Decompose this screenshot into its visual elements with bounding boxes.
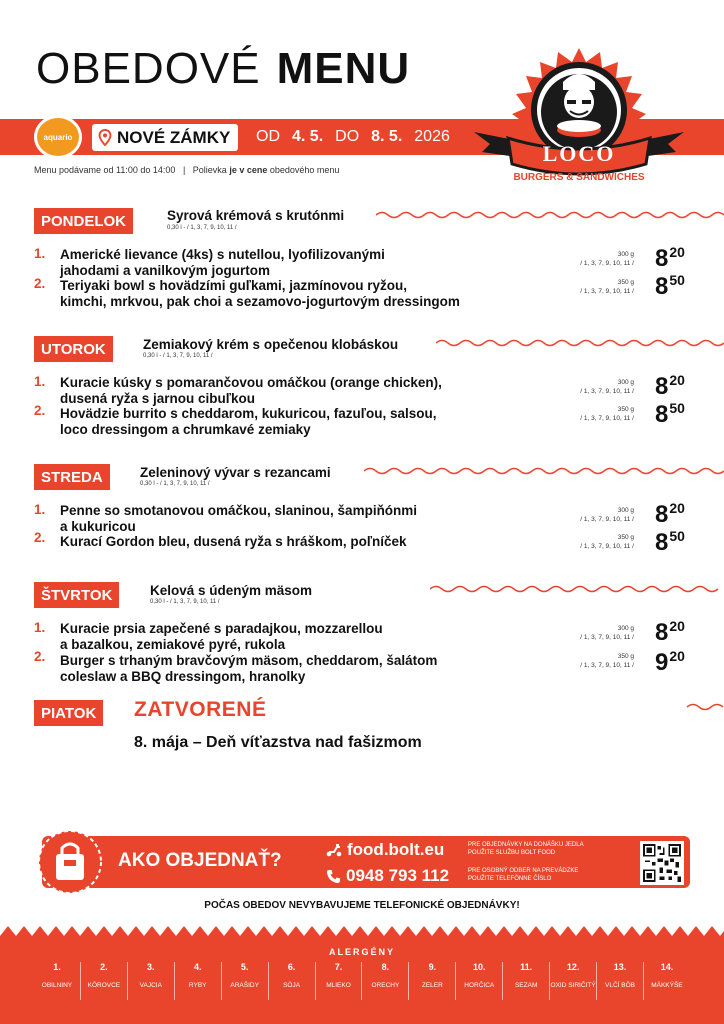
phone-icon bbox=[326, 869, 341, 884]
soup-allergens-streda: 0,30 l - / 1, 3, 7, 9, 10, 11 / bbox=[140, 481, 210, 487]
dish-text: Kuracie prsia zapečené s paradajkou, mozzarellou a bazalkou, zemiakové pyré, rukola bbox=[60, 621, 383, 652]
page-title bbox=[36, 44, 410, 94]
allergen-item: 3. VAJCIA bbox=[128, 962, 175, 1000]
aquario-badge: aquario bbox=[34, 115, 82, 159]
title-light: OBEDOVÉ bbox=[36, 44, 261, 93]
soup-allergens-pondelok: 0,30 l - / 1, 3, 7, 9, 10, 11 / bbox=[167, 225, 237, 231]
allergens-list bbox=[34, 962, 690, 1000]
dish-number: 2. bbox=[34, 403, 46, 418]
dish-price: $8^{50}$ bbox=[655, 272, 685, 300]
city-label bbox=[92, 124, 238, 151]
dish-number: 2. bbox=[34, 530, 46, 545]
soup-pondelok: Syrová krémová s krutónmi bbox=[167, 208, 345, 223]
day-label-utorok: UTOROK bbox=[34, 336, 113, 362]
day-label-stvrtok: ŠTVRTOK bbox=[34, 582, 119, 608]
allergen-item: 12. OXID SIRIČITÝ bbox=[550, 962, 597, 1000]
order-title: AKO OBJEDNAŤ? bbox=[118, 850, 282, 871]
dish-price: $9^{20}$ bbox=[655, 648, 685, 676]
dish-weight: 350 g / 1, 3, 7, 9, 10, 11 / bbox=[580, 406, 634, 422]
wave-divider bbox=[364, 466, 724, 476]
dish-weight: 300 g / 1, 3, 7, 9, 10, 11 / bbox=[580, 251, 634, 267]
soup-allergens-utorok: 0,30 l - / 1, 3, 7, 9, 10, 11 / bbox=[143, 353, 213, 359]
soup-allergens-stvrtok: 0,30 l - / 1, 3, 7, 9, 10, 11 / bbox=[150, 599, 220, 605]
wave-divider bbox=[436, 338, 724, 348]
allergen-item: 10. HORČICA bbox=[456, 962, 503, 1000]
allergen-item: 1. OBILNINY bbox=[34, 962, 81, 1000]
soup-utorok: Zemiakový krém s opečenou klobáskou bbox=[143, 337, 399, 352]
allergen-item: 8. ORECHY bbox=[362, 962, 409, 1000]
qr-code[interactable] bbox=[640, 841, 684, 885]
allergen-item: 5. ARAŠIDY bbox=[222, 962, 269, 1000]
dish-price: $8^{20}$ bbox=[655, 500, 685, 528]
logo-tagline: BURGERS & SANDWICHES bbox=[513, 172, 645, 183]
dish-weight: 350 g / 1, 3, 7, 9, 10, 11 / bbox=[580, 653, 634, 669]
dish-text: Hovädzie burrito s cheddarom, kukuricou, fazuľou, salsou, loco dressingom a chrumkavé zemiaky bbox=[60, 406, 437, 437]
dish-weight: 350 g / 1, 3, 7, 9, 10, 11 / bbox=[580, 534, 634, 550]
phone-note: PRE OSOBNÝ ODBER NA PREVÁDZKE POUŽITE TELEFÓNNE ČÍSLO bbox=[468, 868, 579, 882]
dish-price: $8^{20}$ bbox=[655, 618, 685, 646]
city-name: NOVÉ ZÁMKY bbox=[117, 127, 231, 147]
allergen-item: 7. MLIEKO bbox=[316, 962, 363, 1000]
dish-number: 1. bbox=[34, 374, 46, 389]
wave-divider bbox=[686, 702, 724, 712]
allergen-item: 6. SÓJA bbox=[269, 962, 316, 1000]
dish-text: Americké lievance (4ks) s nutellou, lyofilizovanými jahodami a vanilkovým jogurtom bbox=[60, 247, 385, 278]
dish-text: Kuracie kúsky s pomarančovou omáčkou (orange chicken), dusená ryža s jarnou cibuľkou bbox=[60, 375, 442, 406]
dish-weight: 350 g / 1, 3, 7, 9, 10, 11 / bbox=[580, 279, 634, 295]
allergen-item: 13. VLČÍ BÔB bbox=[597, 962, 644, 1000]
allergen-item: 4. RYBY bbox=[175, 962, 222, 1000]
dish-price: $8^{50}$ bbox=[655, 400, 685, 428]
dish-price: $8^{50}$ bbox=[655, 528, 685, 556]
wave-divider bbox=[430, 584, 724, 594]
date-from: 4. 5. bbox=[292, 128, 324, 145]
bolt-food-link[interactable]: food.bolt.eu bbox=[326, 840, 444, 860]
dish-weight: 300 g / 1, 3, 7, 9, 10, 11 / bbox=[580, 625, 634, 641]
dish-number: 2. bbox=[34, 276, 46, 291]
wave-divider bbox=[376, 210, 724, 220]
dish-text: Kurací Gordon bleu, dusená ryža s hráškom, poľníček bbox=[60, 534, 407, 549]
dish-number: 1. bbox=[34, 246, 46, 261]
loco-logo bbox=[470, 48, 688, 188]
dish-weight: 300 g / 1, 3, 7, 9, 10, 11 / bbox=[580, 507, 634, 523]
allergen-item: 11. SEZAM bbox=[503, 962, 550, 1000]
delivery-scooter-icon bbox=[326, 843, 342, 857]
soup-streda: Zeleninový vývar s rezancami bbox=[140, 465, 331, 480]
allergens-title: ALERGÉNY bbox=[328, 947, 395, 957]
dish-number: 2. bbox=[34, 649, 46, 664]
closed-label: ZATVORENÉ bbox=[134, 698, 267, 721]
dish-text: Teriyaki bowl s hovädzími guľkami, jazmínovou ryžou, kimchi, mrkvou, pak choi a sezamovo-jogurtovým dressingom bbox=[60, 278, 460, 309]
allergen-item: 14. MÄKKÝŠE bbox=[651, 962, 683, 989]
delivery-bag-icon bbox=[34, 830, 106, 894]
dish-number: 1. bbox=[34, 620, 46, 635]
allergen-item: 2. KÔROVCE bbox=[81, 962, 128, 1000]
day-label-streda: STREDA bbox=[34, 464, 110, 490]
dish-text: Burger s trhaným bravčovým mäsom, cheddarom, šalátom coleslaw a BBQ dressingom, hranolky bbox=[60, 653, 438, 684]
day-label-piatok: PIATOK bbox=[34, 700, 103, 726]
no-phone-orders-note: POČAS OBEDOV NEVYBAVUJEME TELEFONICKÉ OBJEDNÁVKY! bbox=[204, 900, 520, 911]
web-note: PRE OBJEDNÁVKY NA DONÁŠKU JEDLA POUŽITE SLUŽBU BOLT FOOD bbox=[468, 842, 584, 856]
day-label-pondelok: PONDELOK bbox=[34, 208, 133, 234]
allergen-item: 9. ZELER bbox=[409, 962, 456, 1000]
date-to: 8. 5. bbox=[371, 128, 403, 145]
dish-number: 1. bbox=[34, 502, 46, 517]
holiday-note: 8. mája – Deň víťazstva nad fašizmom bbox=[134, 734, 422, 751]
logo-name: LOCO bbox=[542, 141, 616, 166]
soup-stvrtok: Kelová s údeným mäsom bbox=[150, 583, 313, 598]
year: 2026 bbox=[414, 128, 450, 145]
phone-link[interactable]: 0948 793 112 bbox=[326, 866, 449, 886]
dish-weight: 300 g / 1, 3, 7, 9, 10, 11 / bbox=[580, 379, 634, 395]
date-range: OD 4. 5. DO 8. 5. 2026 bbox=[256, 128, 450, 145]
dish-price: $8^{20}$ bbox=[655, 372, 685, 400]
location-pin-icon bbox=[98, 129, 112, 146]
serving-note: Menu podávame od 11:00 do 14:00 | Polievka je v cene obedového menu bbox=[34, 165, 340, 175]
title-bold: MENU bbox=[276, 44, 411, 93]
dish-text: Penne so smotanovou omáčkou, slaninou, šampiňónmi a kukuricou bbox=[60, 503, 418, 534]
dish-price: $8^{20}$ bbox=[655, 244, 685, 272]
